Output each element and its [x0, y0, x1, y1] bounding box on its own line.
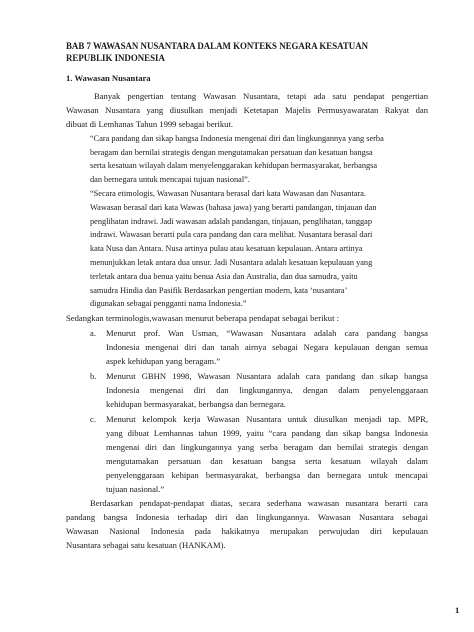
list-item-line: tujuan nasional.” [106, 484, 165, 494]
list-item-line: Indonesia mengenai diri dan lingkungannya, dengan dalam penyelenggaraan [106, 385, 428, 395]
chapter-title-line-2: REPUBLIK INDONESIA [66, 53, 165, 63]
list-intro: Sedangkan terminologis,wawasan menurut beberapa pendapat sebagai berikut : [66, 313, 339, 323]
quote-line: digunakan sebagai pengganti nama Indonesia.” [90, 299, 247, 308]
quote-line: indrawi. Wawasan berarti pula cara pandang dan cara melihat. Nusantara berasal dari [90, 230, 373, 239]
quote-line: penglihatan indrawi. Jadi wawasan adalah pandangan, tinjauan, penglihatan, tanggap [90, 217, 372, 226]
quote-line: beragam dan bernilai strategis dengan mengutamakan persatuan dan kesatuan bangsa [90, 148, 373, 157]
list-marker: a. [90, 328, 96, 338]
conclusion-line: Berdasarkan pendapat-pendapat diatas, secara sederhana wawasan nusantara berarti cara [90, 498, 428, 508]
paragraph-line: Wawasan Nusantara yang diusulkan menjadi Ketetapan Majelis Permusyawaratan Rakyat dan [66, 105, 428, 115]
list-item-line: kehidupan bermasyarakat, berbangsa dan bernegara. [106, 399, 286, 409]
quote-line: menunjukkan letak antara dua unsur. Jadi Nusantara adalah kesatuan kepulauan yang [90, 258, 373, 267]
list-item-line: aspek kehidupan yang beragam.” [106, 356, 221, 366]
list-item-line: Menurut GBHN 1998, Wawasan Nusantara adalah cara pandang dan sikap bangsa [106, 371, 428, 381]
chapter-title-line-1: BAB 7 WAWASAN NUSANTARA DALAM KONTEKS NEGARA KESATUAN [66, 41, 369, 51]
list-item-line: Menurut kelompok kerja Wawasan Nusantara untuk diusulkan menjadi tap. MPR, [106, 414, 428, 424]
list-item-line: Menurut prof. Wan Usman, “Wawasan Nusantara adalah cara pandang bangsa [106, 328, 428, 338]
paragraph-line: dibuat di Lemhanas Tahun 1999 sebagai berikut. [66, 119, 234, 129]
page-number: 1 [455, 604, 460, 615]
list-item-line: mengenai diri dan lingkungannya yang serba beragam dan bernilai strategis dengan [106, 442, 428, 452]
conclusion-line: Nusantara sebagai satu kesatuan (HANKAM). [66, 540, 226, 550]
quote-line: “Cara pandang dan sikap bangsa Indonesia mengenai diri dan lingkungannya yang serba [90, 134, 384, 143]
list-item-line: penyelenggaraan kehipan bermasyarakat, berbangsa dan bernegara untuk mencapai [106, 470, 428, 480]
list-item-line: mengutamakan persatuan dan kesatuan bangsa serta kesatuan wilayah dalam [106, 456, 428, 466]
list-marker: c. [90, 414, 96, 424]
quote-line: terletak antara dua benua yaitu benua Asia dan Australia, dan dua samudra, yaitu [90, 272, 358, 281]
conclusion-line: Wawasan Nasional Indonesia pada hakikatnya merupakan perwujudan diri kepulauan [66, 526, 428, 536]
conclusion-line: pandang bangsa Indonesia terhadap diri dan lingkungannya. Wawasan Nusantara sebagai [66, 512, 428, 522]
list-item-line: Indonesia mengenai diri dan tanah airnya sebagai Negara kepulauan dengan semua [106, 342, 428, 352]
quote-line: samudra Hindia dan Pasifik Berdasarkan pengertian modern, kata ‘nusantara’ [90, 286, 348, 295]
quote-line: dan bernegara untuk mencapai tujuan nasional”. [90, 175, 250, 184]
quote-line: serta kesatuan wilayah dalam menyelenggarakan kehidupan bermasyarakat, berbangsa [90, 161, 378, 170]
quote-line: Wawasan berasal dari kata Wawas (bahasa jawa) yang berarti pandangan, tinjauan dan [90, 203, 377, 212]
section-heading: 1. Wawasan Nusantara [66, 73, 151, 83]
quote-line: “Secara etimologis, Wawasan Nusantara berasal dari kata Wawasan dan Nusantara. [90, 189, 366, 198]
quote-line: kata Nusa dan Antara. Nusa artinya pulau atau kesatuan kepulauan. Antara artinya [90, 244, 363, 253]
list-item-line: yang dibuat Lemhannas tahun 1999, yaitu “cara pandang dan sikap bangsa Indonesia [106, 428, 428, 438]
list-marker: b. [90, 371, 97, 381]
paragraph-line: Banyak pengertian tentang Wawasan Nusantara, tetapi ada satu pendapat pengertian [94, 91, 428, 101]
